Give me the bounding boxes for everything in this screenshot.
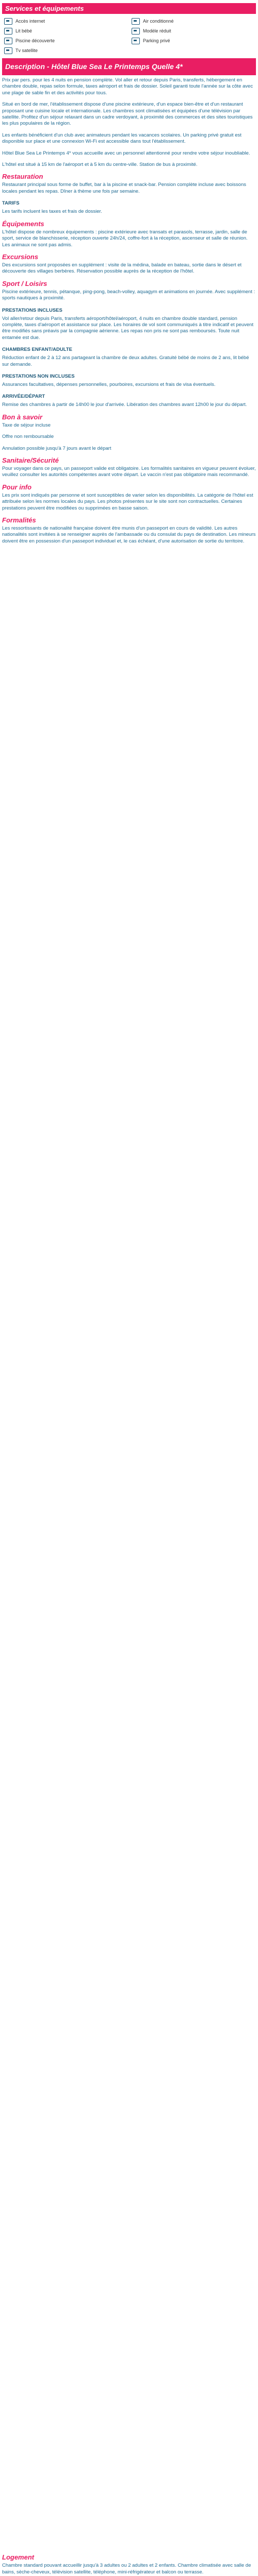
section-heading: Formalités	[2, 516, 36, 524]
pool-icon	[4, 38, 12, 44]
service-item: Modèle réduit	[132, 28, 254, 35]
section-text: Piscine extérieure, tennis, pétanque, ping-pong, beach-volley, aquagym et animations en journée. Avec supplément : sports nautiques à proximité.	[2, 289, 255, 301]
section-text: Les tarifs incluent les taxes et frais de dossier.	[2, 209, 102, 215]
list-item: Taxe de séjour incluse	[2, 422, 51, 428]
section-text: Restaurant principal sous forme de buffet, bar à la piscine et snack-bar. Pension complète incluse avec boissons locales pendant les repas. Dîner à thème une fois par semaine.	[2, 182, 246, 194]
section-heading: Excursions	[2, 252, 39, 261]
section-heading: Logement	[2, 2553, 35, 2562]
section-heading: Sanitaire/Sécurité	[2, 456, 59, 464]
description-paragraph: Hôtel Blue Sea Le Printemps 4* vous accueille avec un personnel attentionné pour rendre votre séjour inoubliable.	[2, 150, 250, 156]
service-item: Accès internet	[4, 18, 126, 25]
section-text: Assurances facultatives, dépenses personnelles, pourboires, excursions et frais de visa éventuels.	[2, 381, 216, 387]
section-text: Réduction enfant de 2 à 12 ans partageant la chambre de deux adultes. Gratuité bébé de moins de 2 ans, lit bébé sur demande.	[2, 355, 249, 367]
section-heading: Bon à savoir	[2, 413, 43, 421]
services-title: Services et équipements	[2, 3, 256, 14]
subsection-heading: ARRIVÉE/DÉPART	[2, 394, 45, 400]
snowflake-icon	[132, 18, 140, 25]
list-item: Annulation possible jusqu'à 7 jours avant le départ	[2, 445, 111, 451]
service-item: Air conditionné	[132, 18, 254, 25]
section-text: Les ressortissants de nationalité française doivent être munis d'un passeport en cours de validité. Les autres nationalités sont invitées à se renseigner auprès de l'ambassade ou du consulat du pays de destination. Les mineurs doivent être en possession d'un passeport individuel et, le cas échéant, d'une autorisation de sortie du territoire.	[2, 526, 256, 544]
section-text: Remise des chambres à partir de 14h00 le jour d'arrivée. Libération des chambres avant 12h00 le jour du départ.	[2, 402, 247, 408]
services-grid	[2, 16, 256, 58]
section-text: Des excursions sont proposées en supplément : visite de la médina, balade en bateau, sortie dans le désert et découverte des villages berbères. Réservation possible auprès de la réception de l'hôtel.	[2, 262, 242, 275]
section-heading: Sport / Loisirs	[2, 279, 47, 287]
subsection-heading: PRESTATIONS INCLUSES	[2, 307, 62, 313]
section-text: Chambre standard pouvant accueillir jusqu'à 3 adultes ou 2 adultes et 2 enfants. Chambre climatisée avec salle de bains, sèche-cheveux, télévision satellite, téléphone, mini-réfrigérateur et balcon ou terrasse.	[2, 2563, 251, 2575]
section-heading: Équipements	[2, 219, 44, 228]
section-heading: Restauration	[2, 173, 43, 181]
description-paragraph: L'hôtel est situé à 15 km de l'aéroport et à 5 km du centre-ville. Station de bus à proximité.	[2, 162, 198, 168]
section-text: L'hôtel dispose de nombreux équipements : piscine extérieure avec transats et parasols, terrasse, jardin, salle de sport, service de blanchisserie, réception ouverte 24h/24, coffre-fort à la réception, ascenseur et salle de réunion. Les animaux ne sont pas admis.	[2, 229, 248, 248]
description-paragraph: Prix par pers. pour les 4 nuits en pension complète. Vol aller et retour depuis Paris, transferts, hébergement en chambre double, repas selon formule, taxes aéroport et frais de dossier. Soleil garanti toute l'année sur la côte avec une plage de sable fin et des activités pour tous.	[2, 77, 253, 96]
parking-icon	[132, 38, 140, 44]
subsection-heading: TARIFS	[2, 200, 20, 207]
description-paragraph: Les enfants bénéficient d'un club avec animateurs pendant les vacances scolaires. Un parking privé gratuit est disponible sur place et une connexion Wi-Fi est accessible dans tout l'établissement.	[2, 132, 241, 145]
service-item: Piscine découverte	[4, 38, 126, 44]
subsection-heading: PRESTATIONS NON INCLUSES	[2, 373, 75, 379]
list-item: Offre non remboursable	[2, 434, 54, 440]
section-text: Les prix sont indiqués par personne et sont susceptibles de varier selon les disponibilités. La catégorie de l'hôtel est attribuée selon les normes locales du pays. Les photos présentes sur le site sont non contractuelles. Certaines prestations peuvent être modifiées ou supprimées en basse saison.	[2, 492, 253, 511]
service-item: Lit bébé	[4, 28, 126, 35]
tv-icon	[4, 47, 12, 54]
wifi-icon	[4, 18, 12, 25]
legal-text-area	[2, 550, 256, 2549]
description-title: Description - Hôtel Blue Sea Le Printemps Quelle 4*	[2, 58, 256, 75]
model-icon	[132, 28, 140, 35]
service-item: Parking privé	[132, 38, 254, 44]
subsection-heading: CHAMBRES ENFANT/ADULTE	[2, 347, 72, 353]
section-text: Vol aller/retour depuis Paris, transferts aéroport/hôtel/aéroport, 4 nuits en chambre double standard, pension complète, taxes d'aéroport et assistance sur place. Les horaires de vol sont communiqués à titre indicatif et peuvent être modifiés sans préavis par la compagnie aérienne. Les repas non pris ne sont pas remboursés. Toute nuit entamée est due.	[2, 315, 254, 341]
section-text: Pour voyager dans ce pays, un passeport valide est obligatoire. Les formalités sanitaires en vigueur peuvent évoluer, veuillez consulter les autorités compétentes avant votre départ. Le vaccin n'est pas obligatoire mais recommandé.	[2, 466, 256, 478]
description-paragraph: Situé en bord de mer, l'établissement dispose d'une piscine extérieure, d'un espace bien-être et d'un restaurant proposant une cuisine locale et internationale. Les chambres sont climatisées et équipées d'une télévision par satellite. Profitez d'un séjour relaxant dans un cadre verdoyant, à proximité des commerces et des sites touristiques les plus populaires de la région.	[2, 101, 253, 127]
service-item: Tv satellite	[4, 47, 126, 54]
section-heading: Pour info	[2, 483, 32, 491]
crib-icon	[4, 28, 12, 35]
